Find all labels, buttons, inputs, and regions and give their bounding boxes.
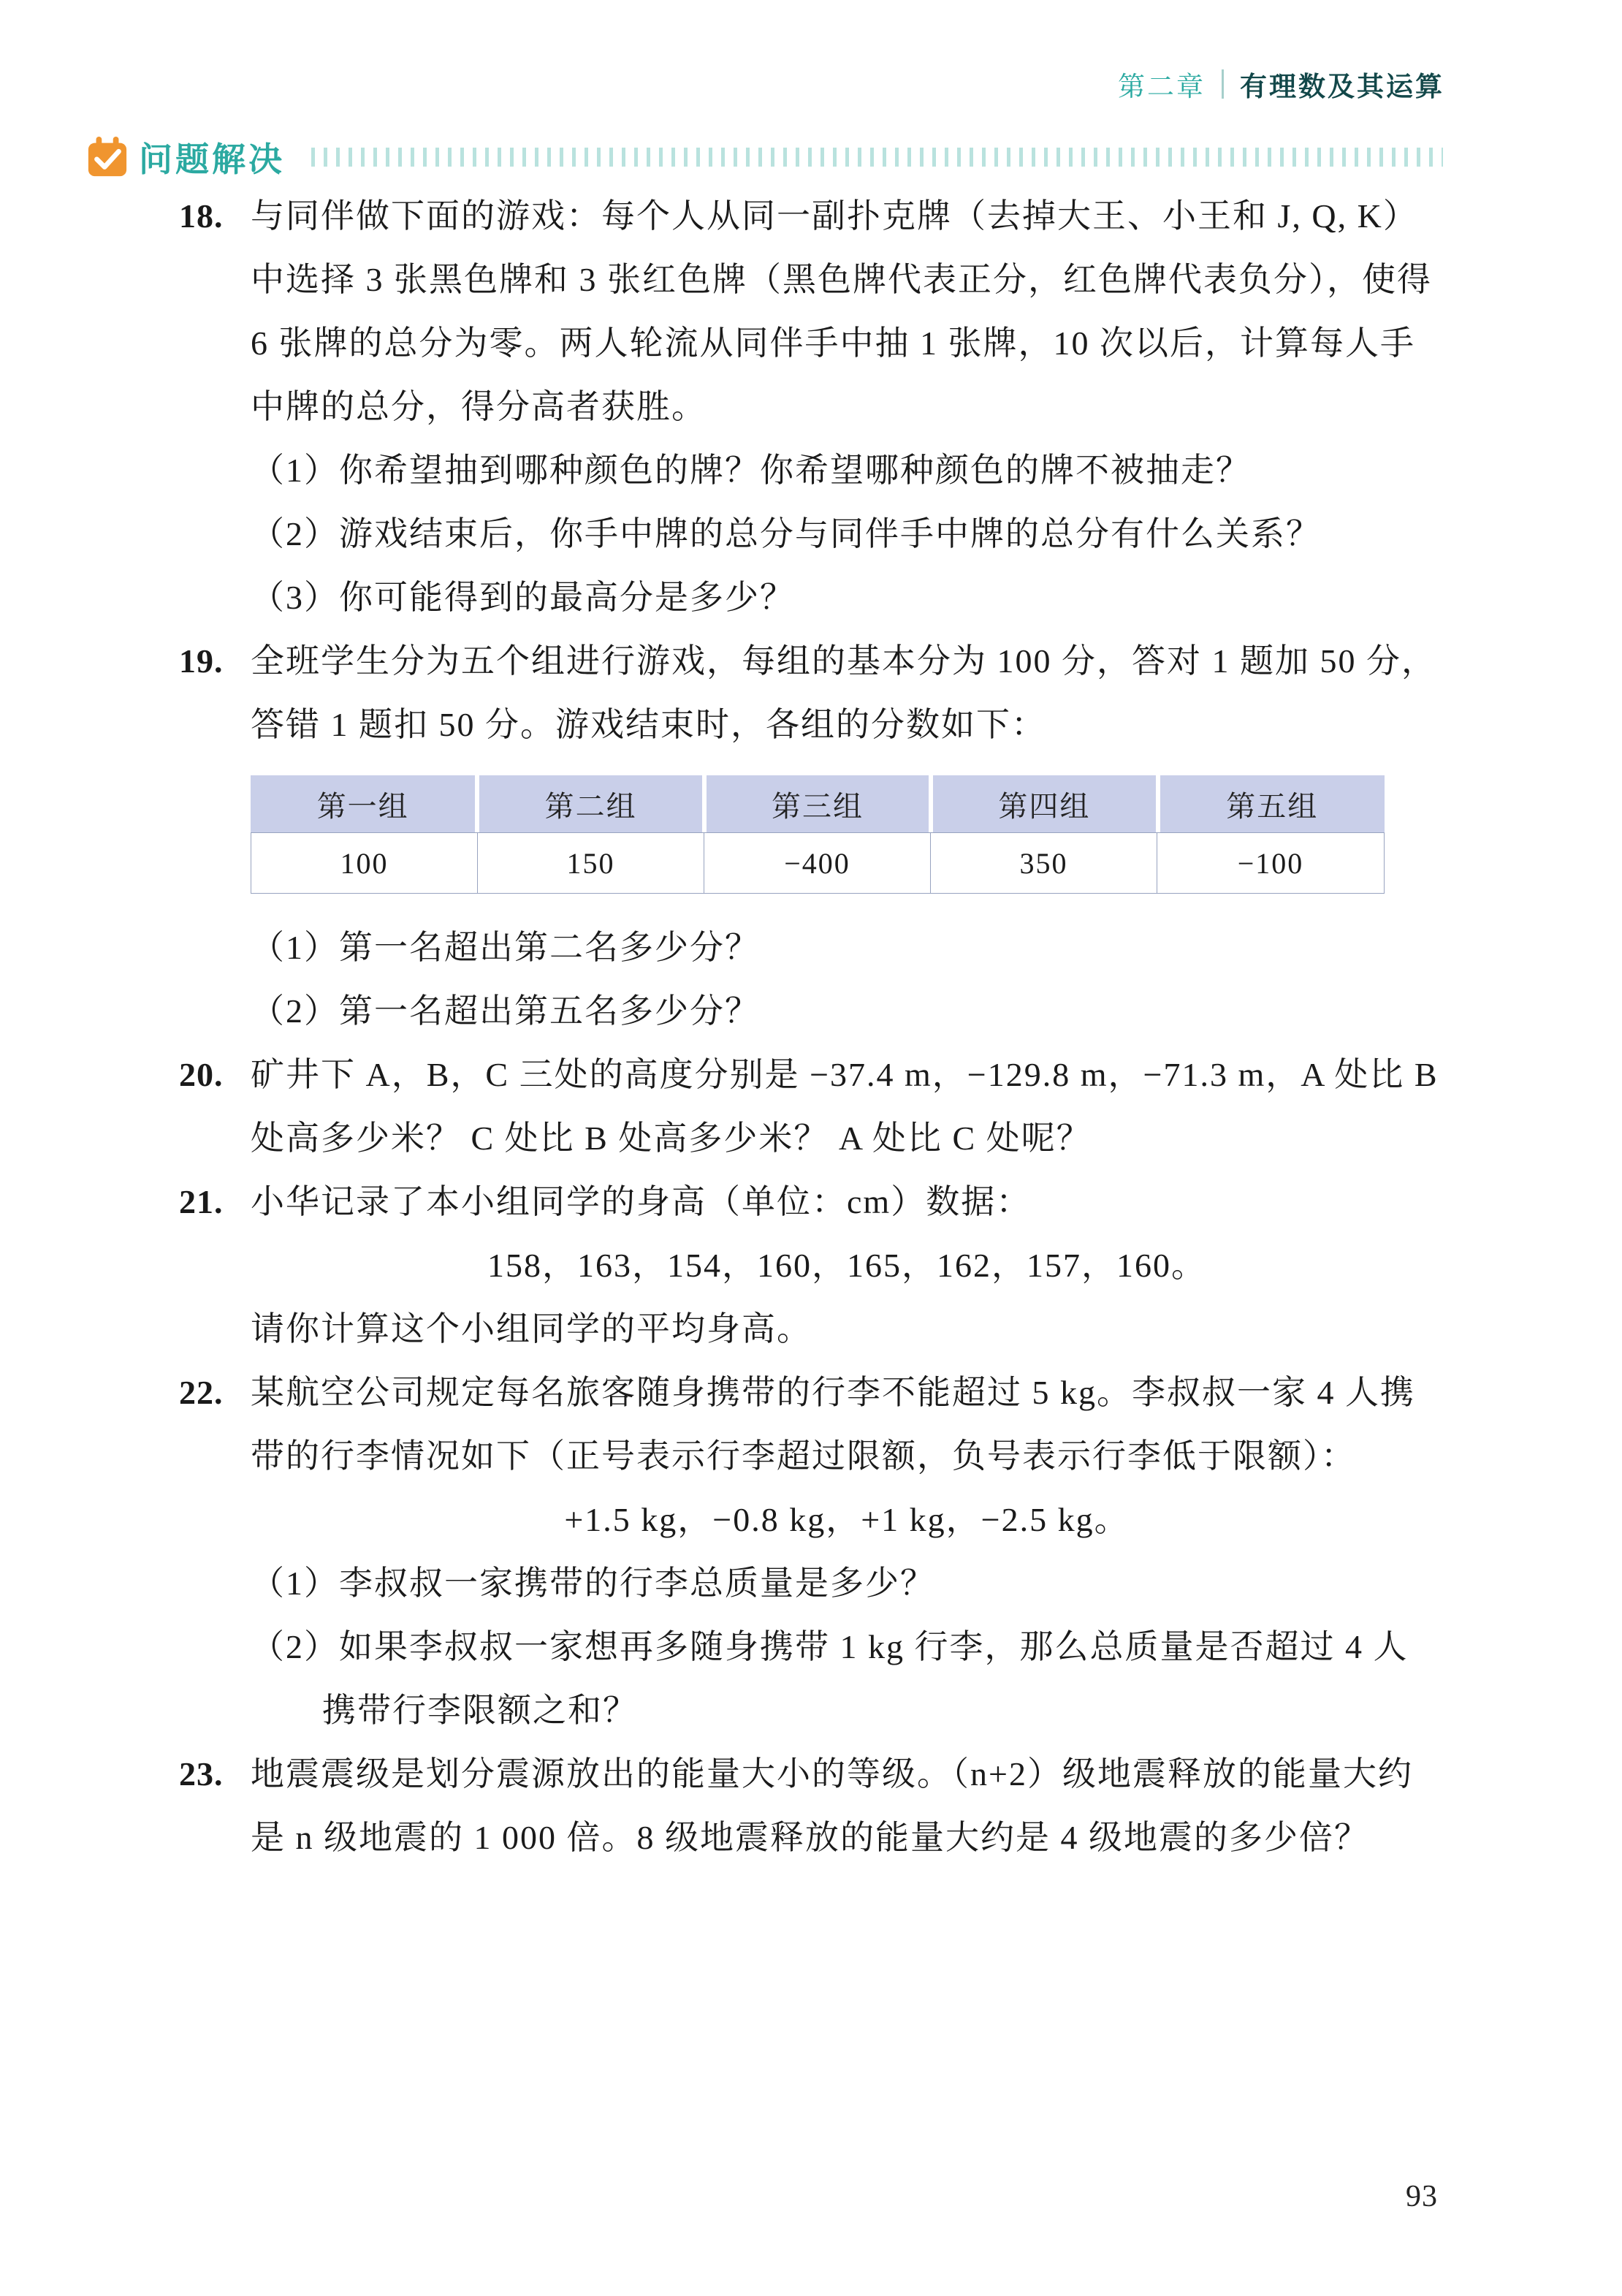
table-cell: −400 xyxy=(704,833,931,893)
problem-subitem: （2）如果李叔叔一家想再多随身携带 1 kg 行李，那么总质量是否超过 4 人携带行李限额之和？ xyxy=(251,1628,1409,1729)
table-cell: −100 xyxy=(1237,846,1304,880)
problem-number: 21. xyxy=(179,1183,224,1220)
problem-subitem: （3）你可能得到的最高分是多少？ xyxy=(251,579,795,616)
problem-subitem: （2）游戏结束后，你手中牌的总分与同伴手中牌的总分有什么关系？ xyxy=(251,515,1321,552)
problem-body xyxy=(251,1742,1443,1869)
problem-text: 请你计算这个小组同学的平均身高。 xyxy=(251,1310,812,1347)
score-table-value-row xyxy=(251,832,1385,894)
problem-19 xyxy=(179,629,1443,1043)
table-header-cell: 第一组 xyxy=(251,775,477,832)
problem-20 xyxy=(179,1043,1443,1170)
chapter-title: 有理数及其运算 xyxy=(1240,72,1444,102)
table-header-cell: 第三组 xyxy=(704,775,931,832)
data-values-line: 158，163，154，160，165，162，157，160。 xyxy=(487,1247,1206,1284)
problem-body xyxy=(251,1170,1443,1361)
problem-subitem: （1）你希望抽到哪种颜色的牌？你希望哪种颜色的牌不被抽走？ xyxy=(251,452,1251,489)
problem-18 xyxy=(179,184,1443,629)
problem-text: 小华记录了本小组同学的身高（单位：cm）数据： xyxy=(251,1183,1032,1220)
score-table-header-row xyxy=(251,775,1385,832)
problem-body xyxy=(251,629,1443,1043)
problem-23 xyxy=(179,1742,1443,1869)
chapter-divider xyxy=(1222,69,1224,99)
problem-number: 19. xyxy=(179,642,224,680)
tick-ruler-decoration xyxy=(311,148,1443,167)
data-values-line: +1.5 kg，−0.8 kg，+1 kg，−2.5 kg。 xyxy=(564,1501,1130,1538)
problem-21 xyxy=(179,1170,1443,1361)
problem-number: 18. xyxy=(179,197,224,235)
problems-list xyxy=(179,184,1443,1869)
table-cell: 150 xyxy=(478,833,704,893)
problem-number: 20. xyxy=(179,1056,224,1093)
table-cell: 100 xyxy=(251,833,478,893)
problem-text: 全班学生分为五个组进行游戏，每组的基本分为 100 分，答对 1 题加 50 分，答错 1 题扣 50 分。游戏结束时，各组的分数如下： xyxy=(251,642,1436,743)
chapter-header xyxy=(1118,64,1444,104)
section-title: 问题解决 xyxy=(139,140,285,178)
table-cell: 350 xyxy=(931,833,1157,893)
problem-text: 矿井下 A，B，C 三处的高度分别是 −37.4 m，−129.8 m，−71.3 m，A 处比 B 处高多少米？ C 处比 B 处高多少米？ A 处比 C 处呢？ xyxy=(251,1056,1439,1157)
problem-number: 22. xyxy=(179,1374,224,1411)
problem-text: 与同伴做下面的游戏：每个人从同一副扑克牌（去掉大王、小王和 J, Q, K）中选择 3 张黑色牌和 3 张红色牌（黑色牌代表正分，红色牌代表负分），使得 6 张牌的总分为零。两人轮流从同伴手中抽 1 张牌，10 次以后，计算每人手中牌的总分，得分高者获胜。 xyxy=(251,197,1432,425)
problem-number: 23. xyxy=(179,1755,224,1793)
table-header-cell: 第五组 xyxy=(1158,775,1385,832)
problem-body xyxy=(251,184,1443,629)
calendar-check-icon xyxy=(86,136,129,178)
problem-text: 地震震级是划分震源放出的能量大小的等级。（n+2）级地震释放的能量大约是 n 级地震的 1 000 倍。8 级地震释放的能量大约是 4 级地震的多少倍？ xyxy=(251,1755,1413,1856)
chapter-number: 第二章 xyxy=(1118,72,1206,102)
section-header xyxy=(86,133,1443,181)
score-table xyxy=(251,775,1385,894)
page-number: 93 xyxy=(1406,2180,1438,2213)
problem-subitem: （1）李叔叔一家携带的行李总质量是多少？ xyxy=(251,1565,935,1602)
problem-text: 某航空公司规定每名旅客随身携带的行李不能超过 5 kg。李叔叔一家 4 人携带的行李情况如下（正号表示行李超过限额，负号表示行李低于限额）： xyxy=(251,1374,1415,1475)
problem-body xyxy=(251,1043,1443,1170)
table-header-cell: 第四组 xyxy=(931,775,1157,832)
table-header-cell: 第二组 xyxy=(477,775,704,832)
problem-subitem: （2）第一名超出第五名多少分？ xyxy=(251,992,760,1030)
problem-22 xyxy=(179,1361,1443,1742)
problem-subitem: （1）第一名超出第二名多少分？ xyxy=(251,929,760,966)
problem-body xyxy=(251,1361,1443,1742)
